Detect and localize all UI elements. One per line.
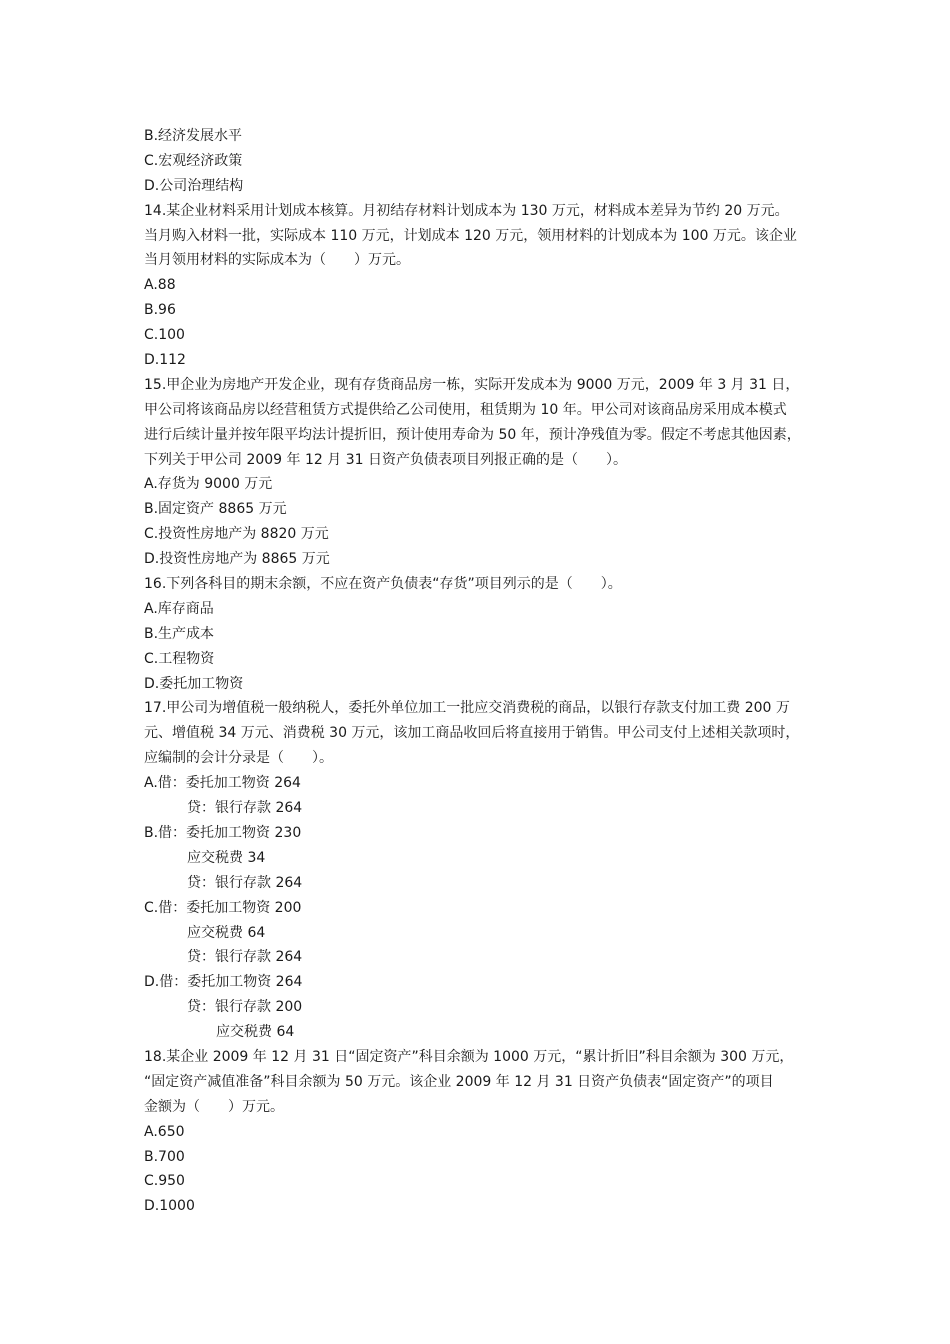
text-line: 贷：银行存款 264	[187, 949, 303, 966]
text-line: 14.某企业材料采用计划成本核算。月初结存材料计划成本为 130 万元，材料成本差异为节约 20 万元。	[144, 202, 789, 219]
text-line: C.950	[144, 1173, 185, 1190]
text-line: 下列关于甲公司 2009 年 12 月 31 日资产负债表项目列报正确的是（ ）。	[144, 451, 627, 468]
text-line: 甲公司将该商品房以经营租赁方式提供给乙公司使用，租赁期为 10 年。甲公司对该商品房采用成本模式	[144, 401, 787, 418]
text-line: 当月领用材料的实际成本为（ ）万元。	[144, 252, 410, 269]
text-line: B.96	[144, 302, 176, 319]
text-line: D.借：委托加工物资 264	[144, 974, 303, 991]
text-line: A.650	[144, 1123, 185, 1140]
text-line: A.借：委托加工物资 264	[144, 775, 301, 792]
text-line: A.88	[144, 277, 176, 294]
text-line: C.100	[144, 327, 185, 344]
text-line: D.1000	[144, 1198, 195, 1215]
text-line: 贷：银行存款 200	[187, 999, 303, 1016]
text-line: B.固定资产 8865 万元	[144, 501, 287, 518]
text-line: 贷：银行存款 264	[187, 874, 303, 891]
text-line: 15.甲企业为房地产开发企业，现有存货商品房一栋，实际开发成本为 9000 万元，2009 年 3 月 31 日，	[144, 376, 800, 393]
text-line: A.库存商品	[144, 600, 214, 617]
text-line: 应交税费 64	[216, 1024, 295, 1041]
text-line: 当月购入材料一批，实际成本 110 万元，计划成本 120 万元，领用材料的计划成本为 100 万元。该企业	[144, 227, 797, 244]
text-line: D.委托加工物资	[144, 675, 244, 692]
text-line: 应交税费 64	[187, 924, 266, 941]
text-line: C.宏观经济政策	[144, 152, 243, 169]
text-line: “固定资产减值准备”科目余额为 50 万元。该企业 2009 年 12 月 31 日资产负债表“固定资产”的项目	[144, 1073, 774, 1090]
text-line: 金额为（ ）万元。	[144, 1098, 284, 1115]
text-line: 进行后续计量并按年限平均法计提折旧，预计使用寿命为 50 年，预计净残值为零。假定不考虑其他因素，	[144, 426, 801, 443]
text-line: A.存货为 9000 万元	[144, 476, 273, 493]
text-line: 应编制的会计分录是（ ）。	[144, 750, 333, 767]
text-line: 18.某企业 2009 年 12 月 31 日“固定资产”科目余额为 1000 万元，“累计折旧”科目余额为 300 万元，	[144, 1048, 794, 1065]
text-line: D.112	[144, 352, 186, 369]
text-line: 应交税费 34	[187, 849, 266, 866]
text-line: C.借：委托加工物资 200	[144, 899, 302, 916]
text-line: C.工程物资	[144, 650, 215, 667]
document-page	[144, 124, 824, 1219]
text-line: B.经济发展水平	[144, 128, 243, 144]
text-line: D.投资性房地产为 8865 万元	[144, 551, 330, 568]
text-line: 元、增值税 34 万元、消费税 30 万元，该加工商品收回后将直接用于销售。甲公司支付上述相关款项时，	[144, 725, 800, 742]
text-line: 16.下列各科目的期末余额，不应在资产负债表“存货”项目列示的是（ ）。	[144, 576, 622, 593]
text-line: C.投资性房地产为 8820 万元	[144, 526, 329, 543]
text-line: 贷：银行存款 264	[187, 800, 303, 817]
text-line: D.公司治理结构	[144, 177, 244, 194]
text-line: B.借：委托加工物资 230	[144, 824, 302, 841]
text-line: 17.甲公司为增值税一般纳税人，委托外单位加工一批应交消费税的商品，以银行存款支付加工费 200 万	[144, 700, 790, 717]
text-line: B.生产成本	[144, 625, 215, 642]
text-line: B.700	[144, 1148, 185, 1165]
